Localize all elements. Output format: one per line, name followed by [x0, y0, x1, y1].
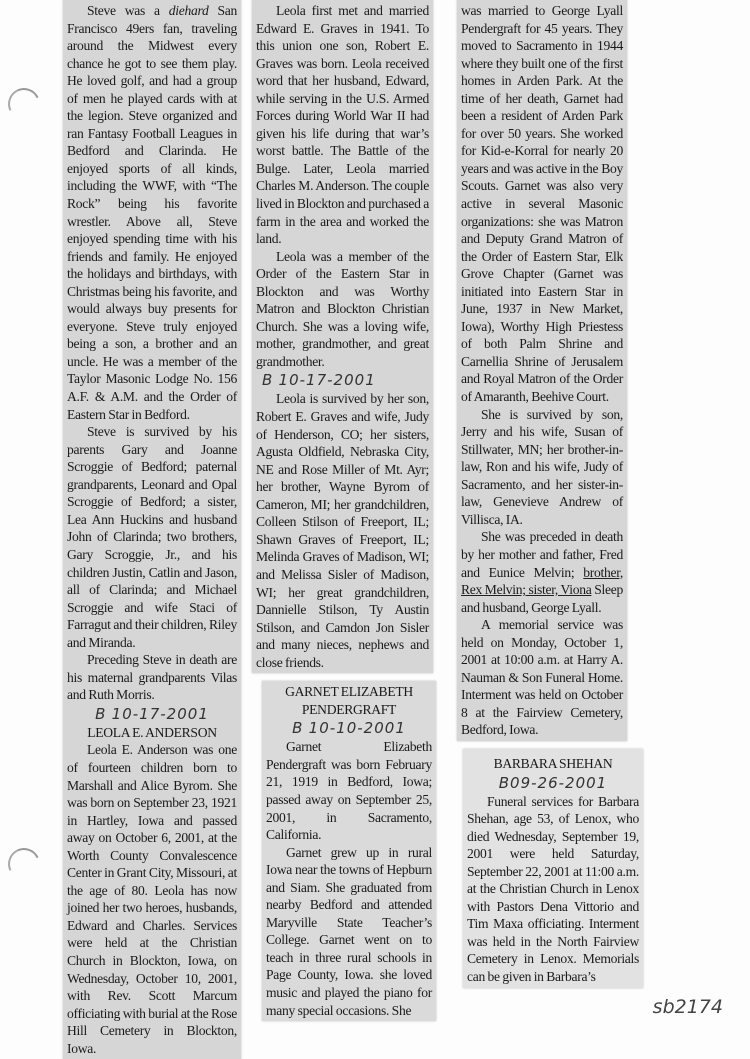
column-2 — [252, 0, 436, 1021]
obituary-heading: GARNET ELIZABETH — [285, 684, 413, 700]
obituary-heading: LEOLA E. ANDERSON — [87, 724, 217, 740]
column-1 — [63, 0, 241, 1059]
paragraph: was married to George Lyall Pendergraft for 45 years. They moved to Sacramento in 1944 where they built one of the first homes in Arden Park. At the time of her death, Garnet had been a resident of Arden Park for over 50 years. She worked for Kid-e-Korral for nearly 20 years and was active in the Boy Scouts. Garnet was also very active in several Masonic organizations: she was Matron and Deputy Grand Matron of the Order of Eastern Star, Elk Grove Chapter (Garnet was initiated into Eastern Star in June, 1937 in New Market, Iowa), Worthy High Priestess of both Palm Shrine and Carnellia Shrine of Jerusalem and Royal Matron of the Order of Amaranth, Beehive Court. — [461, 3, 623, 405]
paragraph: A memorial service was held on Monday, October 1, 2001 at 10:00 a.m. at Harry A. Nauman & Son Funeral Home. Interment was held on October 8 at the Fairview Cemetery, Bedford, Iowa. — [461, 617, 623, 738]
emphasis: diehard — [168, 3, 209, 18]
text: San Francisco 49ers fan, traveling around the Midwest every chance he got to see them play. He loved golf, and had a group of men he played cards with at the legion. Steve organized and ran Fantasy Football Leagues in Bedford and Clarinda. He enjoyed sports of all kinds, including the WWF, with “The Rock” being his favorite wrestler. Above all, Steve enjoyed spending time with his friends and family. He enjoyed the holidays and birthdays, with Christmas being his favorite, and would always buy presents for everyone. Steve truly enjoyed being a son, a brother and an uncle. He was a member of the Taylor Masonic Lodge No. 156 A.F. & A.M. and the Order of Eastern Star in Bedford. — [67, 3, 237, 422]
clipping-leola-anderson-continued — [252, 0, 433, 673]
obituary-heading: BARBARA SHEHAN — [493, 755, 613, 771]
paragraph: Funeral services for Barbara Shehan, age 53, of Lenox, who died Wednesday, September 19, 2001 were held Saturday, September 22, 2001 at 11:00 a.m. at the Christian Church in Lenox with Pastors Dena Vittorio and Tim Maxa officiating. Interment was held in the North Fairview Cemetery in Lenox. Memorials can be given in Barbara’s — [467, 793, 639, 984]
paragraph: Preceding Steve in death are his maternal grandparents Vilas and Ruth Morris. — [67, 652, 237, 703]
punch-hole-top — [3, 83, 44, 124]
clipping-garnet-pendergraft-continued — [457, 0, 627, 741]
paragraph: Leola first met and married Edward E. Graves in 1941. To this union one son, Robert E. Graves was born. Leola received word that her husband, Edward, while serving in the U.S. Armed Forces during World War II had given his life during that war’s worst battle. The Battle of the Bulge. Later, Leola married Charles M. Anderson. The couple lived in Blockton and purchased a farm in the area and worked the land. — [256, 3, 429, 247]
paragraph: Steve is survived by his parents Gary and Joanne Scroggie of Bedford; paternal grandparents, Leonard and Opal Scroggie of Bedford; a sister, Lea Ann Huckins and husband John of Clarinda; two brothers, Gary Scroggie, Jr., and his children Justin, Catlin and Jason, all of Clarinda; and Michael Scroggie and wife Staci of Farragut and their children, Riley and Miranda. — [67, 424, 237, 650]
obituary-heading: PENDERGRAFT — [301, 701, 397, 717]
clipping-garnet-pendergraft — [262, 681, 436, 1021]
text: Leola was a member of the Order of the Eastern Star in Blockton and was Worthy Matron and Blockton Christian Church. She was a loving wife, mother, grandmother, and great grandmother. — [256, 248, 429, 369]
text: Steve was a — [87, 3, 169, 18]
paragraph — [461, 528, 623, 616]
paragraph — [67, 2, 237, 423]
handwritten-date: B 10-17-2001 — [95, 704, 209, 723]
punch-hole-bottom — [3, 843, 44, 884]
handwritten-date: B09-26-2001 — [498, 773, 608, 792]
paragraph: Leola E. Anderson was one of fourteen children born to Marshall and Alice Byrom. She was born on September 23, 1921 in Hartley, Iowa and passed away on October 6, 2001, at the Worth County Convalescence Center in Grant City, Missouri, at the age of 80. Leola has now joined her two heroes, husbands, Edward and Charles. Services were held at the Christian Church in Blockton, Iowa, on Wednesday, October 10, 2001, with Rev. Scott Marcum officiating with burial at the Rose Hill Cemetery in Blockton, Iowa. — [67, 742, 237, 1056]
column-3 — [457, 0, 723, 1018]
handwritten-catalog-number: sb2174 — [652, 995, 723, 1018]
clipping-steve-scroggie-leola-anderson — [63, 0, 241, 1059]
paragraph — [256, 248, 429, 391]
clipping-barbara-shehan — [463, 749, 643, 988]
handwritten-date: B 10-10-2001 — [292, 719, 406, 738]
paragraph: She is survived by son, Jerry and his wife, Susan of Stillwater, MN; her brother-in-law, Ron and his wife, Judy of Sacramento, and her sister-in-law, Genevieve Andrew of Villisca, IA. — [461, 406, 623, 527]
underlined-text: brother, Rex Melvin; sister, Viona — [461, 564, 623, 598]
paragraph: Leola is survived by her son, Robert E. Graves and wife, Judy of Henderson, CO; her sisters, Agusta Oldfield, Nebraska City, NE and Rose Miller of Mt. Ayr; her brother, Wayne Byrom of Cameron, MI; her grandchildren, Colleen Stilson of Freeport, IL; Shawn Graves of Freeport, IL; Melinda Graves of Madison, WI; and Melissa Sisler of Madison, WI; her great grandchildren, Dannielle Stilson, Ty Austin Stilson, and Camdon Jon Sisler and many nieces, nephews and close friends. — [256, 391, 429, 670]
paragraph: Garnet grew up in rural Iowa near the towns of Hepburn and Siam. She graduated from nearby Bedford and attended Maryville State Teacher’s College. Garnet went on to teach in three rural schools in Page County, Iowa. she loved music and played the piano for many special occasions. She — [266, 844, 432, 1018]
text: She was preceded in death by her mother and father, Fred and Eunice Melvin; — [461, 529, 623, 580]
handwritten-date: B 10-17-2001 — [262, 371, 376, 390]
text: Sleep and husband, George Lyall. — [461, 582, 623, 615]
paragraph: Garnet Elizabeth Pendergraft was born February 21, 1919 in Bedford, Iowa; passed away on September 25, 2001, in Sacramento, California. — [266, 739, 432, 843]
